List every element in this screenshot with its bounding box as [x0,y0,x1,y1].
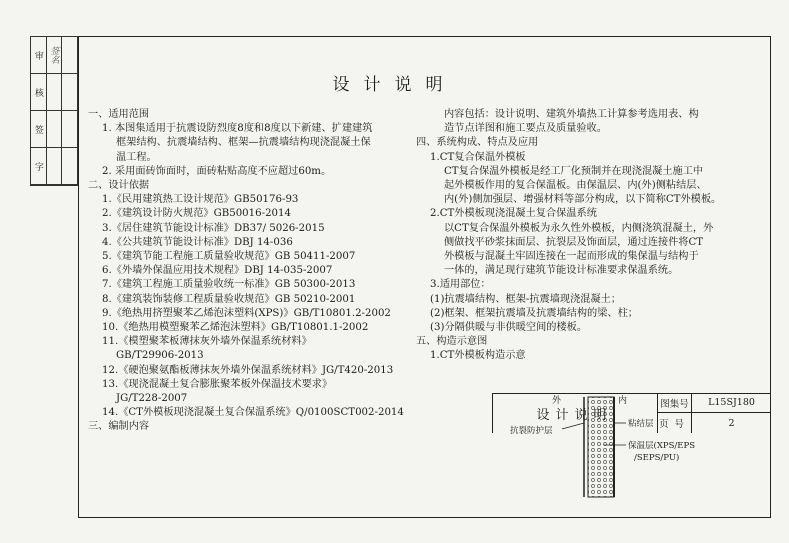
text-line: 2.《建筑设计防火规范》GB50016-2014 [102,208,291,220]
text-line: 以CT复合保温外模板为永久性外模板，内侧浇筑混凝土，外 [444,222,714,234]
text-line: 10.《绝热用模塑聚苯乙烯泡沫塑料》GB/T10801.1-2002 [102,322,369,334]
text-line: 13.《现浇混凝土复合膨胀聚苯板外保温技术要求》 [102,378,333,390]
text-line: 11.《模塑聚苯板薄抹灰外墙外保温系统材料》 [102,336,312,348]
label-crack-layer: 抗裂防护层 [510,426,553,436]
page-number: 2 [728,417,735,429]
text-line: 1. 本图集适用于抗震设防烈度8度和8度以下新建、扩建建筑 [102,123,373,135]
text-line: 起外模板作用的复合保温板。由保温层、内(外)侧粘结层、 [444,180,707,192]
text-line: CT复合保温外模板是经工厂化预制并在现浇混凝土施工中 [444,165,704,177]
sidebar-cell: 核 [31,74,47,111]
text-line: 2.CT外模板现浇混凝土复合保温系统 [430,208,597,220]
text-line: 5.《建筑节能工程施工质量验收规范》GB 50411-2007 [102,251,356,263]
text-line: 五、构造示意图 [416,336,488,348]
text-line: (3)分隔供暖与非供暖空间的楼板。 [430,322,588,334]
sidebar-cell [62,111,78,148]
label-bond-layer: 粘结层 [628,419,654,429]
sidebar-cell: 签 [31,111,47,148]
text-line: 侧做找平砂浆抹面层、抗裂层及饰面层，通过连接件将CT [444,236,704,248]
page-label: 页号 [658,413,692,433]
signature: 签名 [47,37,63,74]
text-line: 7.《建筑工程施工质量验收统一标准》GB 50300-2013 [102,279,356,291]
text-line: 二、设计依据 [88,180,150,192]
text-line: 造节点详图和施工要点及质量验收。 [444,123,607,135]
sidebar-cell: 审 [31,37,47,74]
text-line: GB/T29906-2013 [116,350,204,362]
text-line: 4.《公共建筑节能设计标准》DBJ 14-036 [102,236,293,248]
text-line: 四、系统构成、特点及应用 [416,137,539,149]
text-line: 6.《外墙外保温应用技术规程》DBJ 14-035-2007 [102,265,333,277]
text-line: 9.《绝热用挤塑聚苯乙烯泡沫塑料(XPS)》GB/T10801.2-2002 [102,307,391,319]
text-line: 3.适用部位： [430,279,491,291]
text-line: JG/T228-2007 [116,393,188,405]
label-insulation: 保温层(XPS/EPS [628,441,696,451]
text-line: 内(外)侧加强层、增强材料等部分构成，以下简称CT外模板。 [444,194,722,206]
label-outer: 外 [552,396,562,406]
atlas-label: 图集号 [658,393,692,413]
sidebar-cell [47,111,63,148]
left-column [88,108,410,435]
sidebar-cell [62,37,78,74]
right-column [416,108,731,364]
approval-sidebar [30,36,78,186]
text-line: 三、编制内容 [88,421,150,433]
title-block [492,393,771,518]
text-line: 外模板与混凝土牢固连接在一起而形成的集保温与结构于 [444,251,699,263]
atlas-number: L15SJ180 [692,393,771,413]
text-line: 12.《硬泡聚氨酯板薄抹灰外墙外保温系统材料》JG/T420-2013 [102,364,394,376]
text-line: (1)抗震墙结构、框架-抗震墙现浇混凝土； [430,293,622,305]
text-line: 3.《居住建筑节能设计标准》DB37/ 5026-2015 [102,222,325,234]
text-line: 2. 采用面砖饰面时，面砖粘贴高度不应超过60m。 [102,165,332,177]
sidebar-cell [62,148,78,185]
text-line: 1.《民用建筑热工设计规范》GB50176-93 [102,194,299,206]
text-line: 14.《CT外模板现浇混凝土复合保温系统》Q/0100SCT002-2014 [102,407,404,419]
label-insulation-2: /SEPS/PU) [634,453,680,463]
text-line: (2)框架、框架抗震墙及抗震墙结构的梁、柱； [430,307,638,319]
text-line: 1.CT复合保温外模板 [430,151,526,163]
text-line: 温工程。 [116,151,157,163]
title-block-name: 设计说明 [492,393,658,433]
page-title: 设计说明 [332,75,457,95]
sidebar-cell: 字 [31,148,47,185]
text-line: 一、适用范围 [88,109,150,120]
text-line: 1.CT外模板构造示意 [430,350,526,362]
text-line: 8.《建筑装饰装修工程质量验收规范》GB 50210-2001 [102,293,356,305]
text-line: 一体的，满足现行建筑节能设计标准要求保温系统。 [444,265,679,277]
text-line: 框架结构、抗震墙结构、框架—抗震墙结构现浇混凝土保 [116,137,371,149]
text-line: 内容包括：设计说明、建筑外墙热工计算参考选用表、构 [444,109,699,120]
label-inner: 内 [618,396,628,406]
sidebar-cell [47,148,63,185]
